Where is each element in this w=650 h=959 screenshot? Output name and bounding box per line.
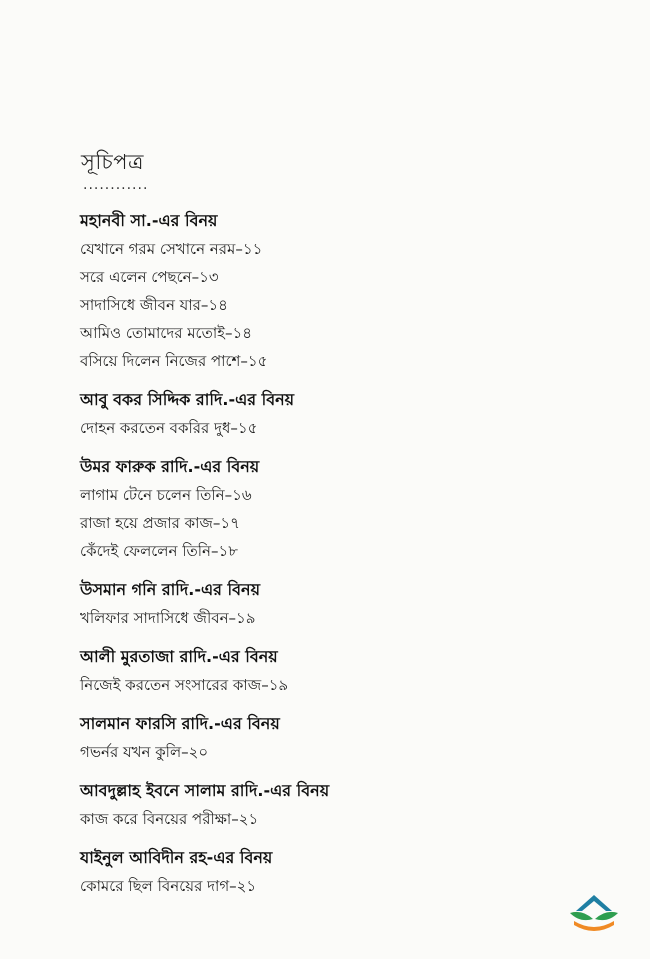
publisher-logo-icon [566, 891, 622, 933]
toc-entry: বসিয়ে দিলেন নিজের পাশে–১৫ [80, 352, 268, 370]
logo-leaf-left [570, 912, 593, 920]
toc-entry: সরে এলেন পেছনে–১৩ [80, 268, 219, 286]
logo-roof-shape [576, 895, 612, 911]
toc-entry: সাদাসিধে জীবন যার–১৪ [80, 296, 228, 314]
toc-section [80, 642, 540, 699]
section-heading: আবদুল্লাহ ইবনে সালাম রাদি.-এর বিনয় [80, 781, 330, 800]
toc-entry: দোহন করতেন বকরির দুধ–১৫ [80, 419, 258, 437]
title-underline-dots: ............ [83, 177, 149, 193]
toc-entry: নিজেই করতেন সংসারের কাজ–১৯ [80, 676, 289, 694]
logo-book-arc [574, 921, 614, 931]
toc-section [80, 709, 540, 766]
toc-section [80, 575, 540, 632]
toc-entry: গভর্নর যখন কুলি–২০ [80, 743, 209, 761]
table-of-contents [80, 206, 540, 910]
toc-entry: কেঁদেই ফেললেন তিনি–১৮ [80, 542, 238, 560]
toc-entry: লাগাম টেনে চলেন তিনি–১৬ [80, 486, 252, 504]
toc-section [80, 776, 540, 833]
section-heading: আবু বকর সিদ্দিক রাদি.-এর বিনয় [80, 390, 295, 409]
toc-entry: কাজ করে বিনয়ের পরীক্ষা–২১ [80, 810, 259, 828]
toc-entry: আমিও তোমাদের মতোই–১৪ [80, 324, 252, 342]
section-heading: উসমান গনি রাদি.-এর বিনয় [80, 580, 261, 599]
section-heading: যাইনুল আবিদীন রহ-এর বিনয় [80, 848, 273, 867]
toc-entry: কোমরে ছিল বিনয়ের দাগ–২১ [80, 877, 257, 895]
toc-section [80, 385, 540, 442]
toc-entry: খলিফার সাদাসিধে জীবন–১৯ [80, 609, 256, 627]
logo-leaf-right [595, 912, 618, 920]
toc-section [80, 206, 540, 375]
toc-entry: রাজা হয়ে প্রজার কাজ–১৭ [80, 514, 240, 532]
toc-entry: যেখানে গরম সেখানে নরম–১১ [80, 240, 263, 258]
section-heading: উমর ফারুক রাদি.-এর বিনয় [80, 457, 260, 476]
section-heading: সালমান ফারসি রাদি.-এর বিনয় [80, 714, 280, 733]
page-title: সূচিপত্র [81, 150, 144, 174]
toc-section [80, 452, 540, 565]
section-heading: মহানবী সা.-এর বিনয় [80, 211, 218, 230]
toc-section [80, 843, 540, 900]
section-heading: আলী মুরতাজা রাদি.-এর বিনয় [80, 647, 278, 666]
